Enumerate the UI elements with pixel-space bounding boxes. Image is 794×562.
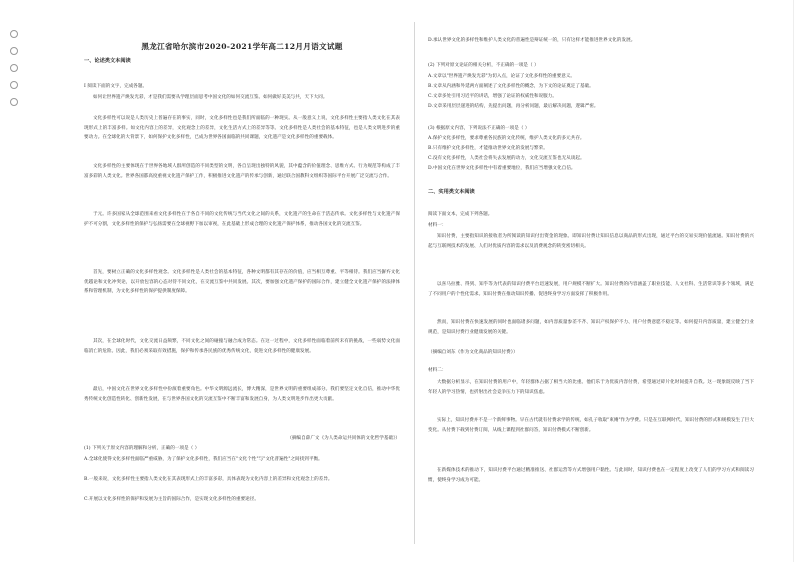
reading-instruction: I 阅读下面的文字，完成各题。 — [84, 84, 148, 89]
question-2-option-c: C.文章多处引用习近平的讲话，增强了论证的权威性和说服力。 — [428, 94, 557, 99]
question-1: (1) 下列关于原文内容的理解和分析，正确的一项是（ ） — [84, 446, 200, 451]
question-1-option-b: B.一般来说，文化多样性主要指人类文化在其表现形式上的丰富多彩，具体表现为文化内容上的差异和文化观念上的差异。 — [84, 477, 333, 482]
binding-holes — [8, 30, 18, 530]
passage-paragraph-2: 文化多样性可以说是人类历史上普遍存在的事实，同时，文化多样性也是我们所面临的一种现实。从一般意义上说，文化多样性主要指人类文化在其表现形式上的丰富多样。如文化内容上的差异，文化观念上的差异，文化生活方式上的差异等等。文化多样性是人类社会的基本特征，也是人类文明进步的重要动力。在全球化的大背景下，如何保护文化多样性，已成为世界各国面临的共同课题，文化遗产是文化多样性的重要载体。 — [84, 116, 400, 141]
passage-paragraph-3: 文化多样性的主要体现在于世界各地域人群所创造的不同类型的文明，各自呈现出独特的风貌，其中蕴含的价值理念、思维方式、行为规范等构成了丰富多彩的人类文化。世界各国都高度重视文化遗产保护工作，积极推进文化遗产的传承与创新，通过联合国教科文组织等国际平台开展广泛交流与合作。 — [84, 164, 400, 179]
material-2-label: 材料二： — [428, 368, 447, 373]
material-1-paragraph-3: 然而，知识付费在快速发展的同时也面临诸多问题，如内容质量参差不齐、知识产权保护不力、用户付费意愿不稳定等。如何提升内容质量，建立健全行业规范，是知识付费行业健康发展的关键。 — [428, 320, 754, 335]
question-2-option-d: D.文章采用层层递进的结构，先提出问题，再分析问题，最后解决问题，逻辑严密。 — [428, 104, 599, 109]
section-2-heading: 二、实用类文本阅读 — [428, 189, 475, 195]
material-1-paragraph-2: 以喜马拉雅、得到、知乎等为代表的知识付费平台迅速发展，用户规模不断扩大。知识付费的内容涵盖了职业技能、人文社科、生活常识等多个领域，满足了不同用户的个性化需求。知识付费在推动知识传播、促进终身学习方面发挥了积极作用。 — [428, 282, 754, 297]
material-1-label: 材料一： — [428, 223, 447, 228]
passage-paragraph-7: 最后，中国文化在世界文化多样性中扮演着重要角色。中华文明源远流长，博大精深，是世界文明的重要组成部分。我们要坚定文化自信，推动中华优秀传统文化创造性转化、创新性发展，在与世界各国文化的交流互鉴中不断丰富和发展自身，为人类文明进步作出更大贡献。 — [84, 387, 400, 402]
material-1-source: （摘编自刘东《作为文化商品的知识付费》） — [428, 350, 518, 355]
material-2-paragraph-2: 实际上，知识付费并不是一个新鲜事物。早在古代就有付费求学的传统，如孔子收取"束脩"作为学费。只是在互联网时代，知识付费的形式和规模发生了巨大变化。从付费下载到付费订阅，从线上课程到社群问答，知识付费模式不断创新。 — [428, 418, 754, 433]
question-1-option-a: A.全球化使得文化多样性面临严重威胁，为了保护文化多样性，我们应当在"文化个性"与"文化普遍性"之间找到平衡。 — [84, 457, 323, 462]
question-2: (2) 下列对原文论证的相关分析，不正确的一项是（ ） — [428, 63, 539, 68]
question-3-option-b: B.只有维护文化多样性，才能推动世界文化的发展与繁荣。 — [428, 146, 548, 151]
exam-title: 黑龙江省哈尔滨市2020-2021学年高二12月月语文试题 — [141, 42, 343, 51]
passage-paragraph-5: 首先，要树立正确的文化多样性观念。文化多样性是人类社会的基本特征，各种文明都有其存在的价值，应当相互尊重、平等相待。我们应当摒弃文化优越论和文化冲突论，以开放包容的心态对待不同文化，在交流互鉴中共同发展。其次，要加强文化遗产保护的国际合作，建立健全文化遗产保护的法律体系和管理机制，为文化多样性的保护提供制度保障。 — [84, 270, 400, 295]
material-2-paragraph-1: 大数据分析显示，在知识付费的用户中，年轻群体占据了相当大的比重。他们乐于为优质内容付费，希望通过碎片化时间提升自我。这一现象既反映了当下年轻人的学习热情，也折射出社会竞争压力下的知识焦虑。 — [428, 380, 754, 395]
passage-paragraph-4: 于元。许多国家从全球范围来看文化多样性在于各自不同的文化传统与当代文化之间的关系，文化遗产的生命在于活态传承。文化多样性与文化遗产保护不可分割，文化多样性的保护与弘扬需要在全球视野下加以审视，在此基础上形成合理的文化遗产保护体系，推动各国文化的交流互鉴。 — [84, 212, 400, 227]
passage-source: （摘编自薛广文《为人类命运共同体的文化哲学基础》） — [287, 436, 400, 441]
passage-paragraph-6: 其次，在全球化时代，文化交流日益频繁，不同文化之间的碰撞与融合成为常态。在这一过程中，文化多样性面临着前所未有的挑战，一些弱势文化面临消亡的危险。因此，我们必须采取有效措施，保护和传承各民族的优秀传统文化，促进文化多样性的健康发展。 — [84, 339, 400, 354]
question-2-option-b: B.文章从内涵和外延两方面阐述了文化多样性的概念，为下文的论证奠定了基础。 — [428, 84, 594, 89]
question-1-option-c: C.开展以文化多样性的保护和发展为主旨的国际合作，是实现文化多样性的重要途径。 — [84, 497, 259, 502]
passage-paragraph-1: 如何让世界遗产焕发光彩，才是我们需要从学理层面思考中国文化的如何交流互鉴。如何做好美美与共，天下大同。 — [93, 95, 328, 100]
material-2-paragraph-3: 在新媒体技术的推动下，知识付费平台通过精准推送、社群运营等方式增强用户黏性。与此同时，知识付费也在一定程度上改变了人们的学习方式和阅读习惯，使终身学习成为可能。 — [428, 468, 754, 483]
question-1-option-d: D.承认世界文化的多样性和维护人类文化的普遍性是辩证统一的，只有这样才能推进世界文化的发展。 — [428, 38, 636, 43]
question-3: (3) 根据原文内容，下列说法不正确的一项是（ ） — [428, 126, 530, 131]
column-divider — [414, 22, 415, 544]
question-3-option-d: D.中国文化在世界文化多样性中有着重要地位，我们应当增强文化自信。 — [428, 166, 576, 171]
reading-instruction-2: 阅读下面文本，完成下列各题。 — [428, 212, 493, 217]
section-1-heading: 一、论述类文本阅读 — [84, 58, 131, 64]
question-2-option-a: A.文章以"世界遗产焕发光彩"为切入点，论证了文化多样性的重要意义。 — [428, 74, 576, 79]
question-3-option-c: C.没有文化多样性，人类社会将失去发展的动力，文化交流互鉴也无从谈起。 — [428, 156, 585, 161]
material-1-paragraph-1: 知识付费，主要指知识的接收者为所阅读的知识付出资金的现象。即知识付费让知识信息以商品的形式出现，通过平台的交易实现价值流通。知识付费的兴起与互联网技术的发展、人们对优质内容的需求以及消费观念的转变密切相关。 — [428, 234, 754, 249]
question-3-option-a: A.保护文化多样性，要求尊重各民族的文化传统，维护人类文化的多元共存。 — [428, 136, 585, 141]
